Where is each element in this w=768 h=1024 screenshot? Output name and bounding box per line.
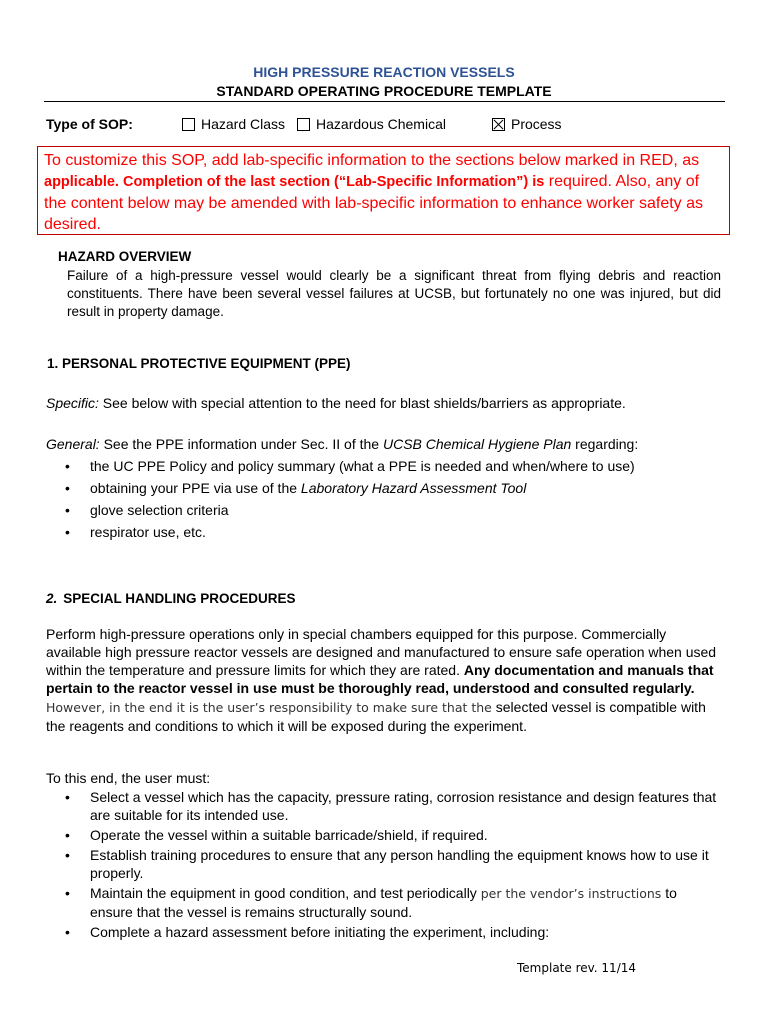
ppe-specific-paragraph [46, 394, 722, 412]
list-item-text: obtaining your PPE via use of the [90, 480, 301, 496]
hazard-overview-heading: HAZARD OVERVIEW [58, 249, 192, 264]
ppe-bullet-list [46, 457, 722, 545]
checkbox-hazardous-chemical[interactable] [297, 118, 310, 131]
ppe-specific-label: Specific: [46, 395, 99, 411]
sop-option-label: Hazardous Chemical [316, 116, 446, 132]
ppe-general-label: General: [46, 436, 100, 452]
sop-option-process[interactable] [492, 116, 562, 132]
header-divider [44, 101, 725, 102]
handling-intro: To this end, the user must: [46, 770, 211, 786]
handling-section-heading [46, 591, 296, 606]
template-revision: Template rev. 11/14 [517, 961, 637, 975]
handling-text-responsibility: However, in the end it is the user’s responsibility to make sure that the [46, 700, 492, 715]
document-title: HIGH PRESSURE REACTION VESSELS [253, 64, 515, 80]
ppe-hygiene-plan-ref: UCSB Chemical Hygiene Plan [382, 436, 572, 452]
section-number: 2. [46, 591, 58, 606]
notice-text: To customize this SOP, add lab-specific information to the sections below marked in RED, as [44, 152, 700, 169]
handling-text-end: selected vessel is compatible with the reagents and conditions to which it will be exposed during the experiment. [46, 699, 706, 734]
sop-option-label: Hazard Class [201, 116, 286, 132]
handling-bold-text: Any documentation and manuals that pertain to the reactor vessel in use must be thoroughly read, understood and consulted regularly. [46, 662, 714, 696]
sop-option-hazardous-chemical[interactable] [297, 116, 446, 132]
hazard-overview-text: Failure of a high-pressure vessel would clearly be a significant threat from flying debris and reaction constituents. There have been several vessel failures at UCSB, but fortunately no one was injured, but did result in property damage. [67, 268, 721, 319]
sop-type-label: Type of SOP: [46, 116, 133, 132]
list-item-text-end: to ensure that the vessel is remains structurally sound. [90, 885, 677, 920]
ppe-section-heading: 1. PERSONAL PROTECTIVE EQUIPMENT (PPE) [47, 356, 351, 371]
notice-bold-text: applicable. Completion of the last section (“Lab-Specific Information”) is [44, 174, 545, 190]
sop-option-hazard-class[interactable] [182, 116, 285, 132]
ppe-general-text-end: regarding: [571, 436, 639, 452]
list-item: • Establish training procedures to ensure that any person handling the equipment knows how to use it properly. [46, 846, 722, 882]
vendor-instructions-text: per the vendor’s instructions [480, 886, 662, 901]
list-item-text: Maintain the equipment in good condition, and test periodically [90, 885, 481, 901]
checkbox-hazard-class[interactable] [182, 118, 195, 131]
list-item: • the UC PPE Policy and policy summary (what a PPE is needed and when/where to use) [46, 457, 722, 475]
hazard-tool-ref: Laboratory Hazard Assessment Tool [300, 480, 527, 496]
customization-notice [37, 146, 730, 235]
notice-text-end: required. Also, any of the content below may be amended with lab-specific information to enhance worker safety as desired. [44, 173, 704, 233]
handling-paragraph [46, 625, 722, 735]
list-item [46, 884, 722, 921]
list-item: • glove selection criteria [46, 501, 722, 519]
handling-text: Perform high-pressure operations only in special chambers equipped for this purpose. Commercially available high pressure reactor vessels are designed and manufactured to ensure safe operation when used within the temperature and pressure limits for which they are rated. [46, 626, 717, 678]
ppe-general-text: See the PPE information under Sec. II of the [99, 436, 383, 452]
list-item: • respirator use, etc. [46, 523, 722, 541]
document-subtitle: STANDARD OPERATING PROCEDURE TEMPLATE [216, 83, 552, 99]
section-title: SPECIAL HANDLING PROCEDURES [63, 591, 296, 606]
list-item [46, 479, 722, 497]
sop-option-label: Process [510, 116, 562, 132]
handling-bullet-list [46, 788, 722, 945]
sop-type-row [46, 116, 562, 132]
checkbox-process-checked[interactable] [492, 118, 505, 131]
ppe-general-paragraph [46, 435, 722, 453]
list-item: • Complete a hazard assessment before initiating the experiment, including: [46, 923, 722, 941]
list-item: • Select a vessel which has the capacity, pressure rating, corrosion resistance and design features that are suitable for its intended use. [46, 788, 722, 824]
list-item: • Operate the vessel within a suitable barricade/shield, if required. [46, 826, 722, 844]
ppe-specific-text: See below with special attention to the need for blast shields/barriers as appropriate. [98, 395, 626, 411]
